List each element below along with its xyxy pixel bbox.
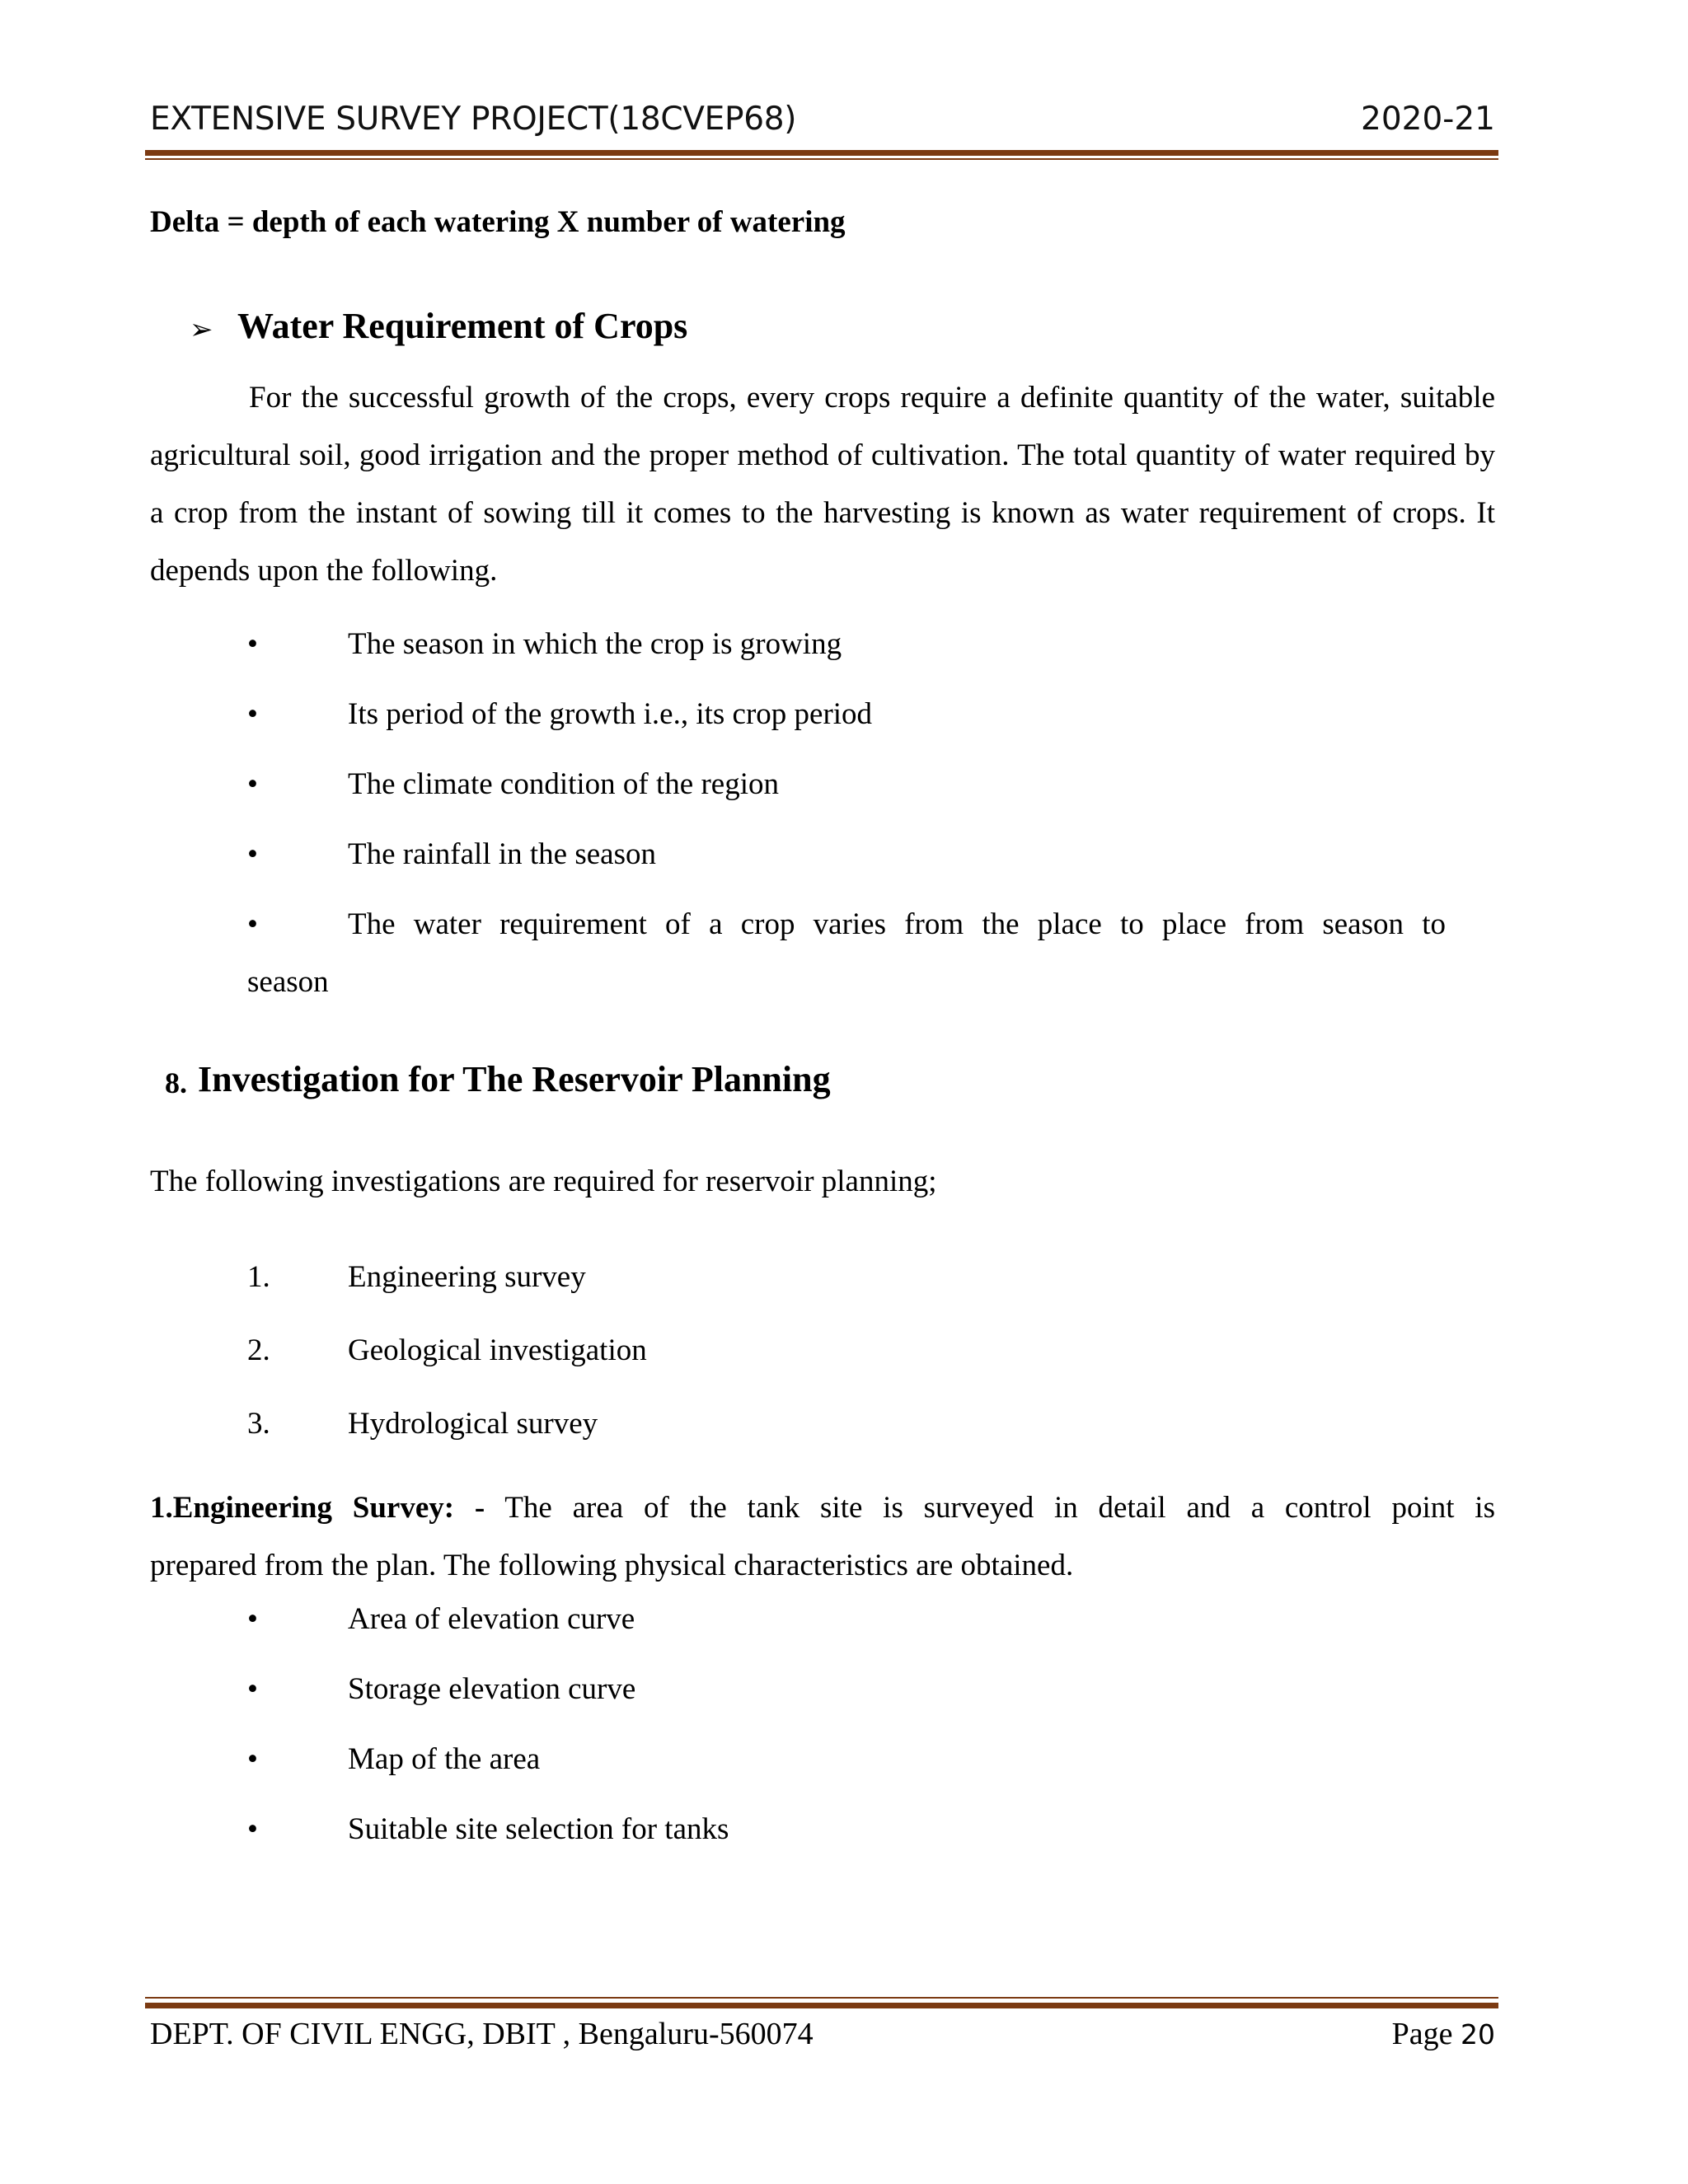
list-item: The rainfall in the season [348, 837, 656, 871]
footer-page-label: Page [1391, 2017, 1453, 2051]
list-item: Hydrological survey [348, 1407, 598, 1441]
list-item: Geological investigation [348, 1333, 647, 1367]
crops-paragraph-text: For the successful growth of the crops, every crops require a definite quantity of the water, suitable agricultural soil, good irrigation and the proper method of cultivation. The total quantity of water required by a crop from the instant of sowing till it comes to the harvesting is known as water requirement of crops. It depends upon the following. [150, 381, 1495, 588]
header-rule-thick [145, 150, 1498, 156]
list-item: Engineering survey [348, 1260, 586, 1294]
list-number: 3. [247, 1407, 270, 1441]
list-item: The season in which the crop is growing [348, 627, 842, 661]
bullet-icon: • [247, 767, 258, 801]
list-item: The water requirement of a crop varies from the place to place from season to [348, 907, 1446, 941]
footer-department: DEPT. OF CIVIL ENGG, DBIT , Bengaluru-560074 [150, 2017, 814, 2051]
list-item: Its period of the growth i.e., its crop period [348, 697, 873, 731]
list-item: Storage elevation curve [348, 1672, 636, 1706]
arrow-bullet-icon: ➢ [190, 315, 213, 345]
crops-paragraph [150, 369, 1495, 600]
section-heading-crops: Water Requirement of Crops [237, 306, 688, 346]
delta-formula: Delta = depth of each watering X number of watering [150, 205, 846, 239]
section-number: 8. [165, 1066, 187, 1099]
bullet-icon: • [247, 837, 258, 871]
section-heading-reservoir: Investigation for The Reservoir Planning [198, 1059, 831, 1099]
header-year: 2020-21 [1361, 101, 1495, 138]
engineering-survey-paragraph [150, 1479, 1495, 1595]
header-rule-thin [145, 158, 1498, 160]
list-item: The climate condition of the region [348, 767, 779, 801]
bullet-icon: • [247, 1672, 258, 1706]
bullet-icon: • [247, 907, 258, 941]
reservoir-intro: The following investigations are required for reservoir planning; [150, 1165, 937, 1198]
footer-rule-thin [145, 1997, 1498, 1999]
footer-page [1392, 2016, 1495, 2052]
bullet-icon: • [247, 1602, 258, 1636]
bullet-icon: • [247, 1742, 258, 1776]
footer-page-number: 20 [1461, 2018, 1495, 2050]
list-item: Area of elevation curve [348, 1602, 635, 1636]
engineering-survey-line2: prepared from the plan. The following physical characteristics are obtained. [150, 1549, 1074, 1582]
engineering-survey-label: 1.Engineering Survey: - [150, 1491, 485, 1525]
bullet-icon: • [247, 697, 258, 731]
header-title: EXTENSIVE SURVEY PROJECT(18CVEP68) [150, 101, 797, 138]
list-item: Map of the area [348, 1742, 541, 1776]
list-number: 2. [247, 1333, 270, 1367]
list-number: 1. [247, 1260, 270, 1294]
footer-rule-thick [145, 2003, 1498, 2008]
engineering-survey-line1 [150, 1479, 1495, 1537]
list-item-continuation: season [247, 965, 329, 999]
engineering-survey-text: The area of the tank site is surveyed in detail and a control point is [504, 1491, 1495, 1525]
bullet-icon: • [247, 627, 258, 661]
bullet-icon: • [247, 1812, 258, 1846]
list-item: Suitable site selection for tanks [348, 1812, 729, 1846]
